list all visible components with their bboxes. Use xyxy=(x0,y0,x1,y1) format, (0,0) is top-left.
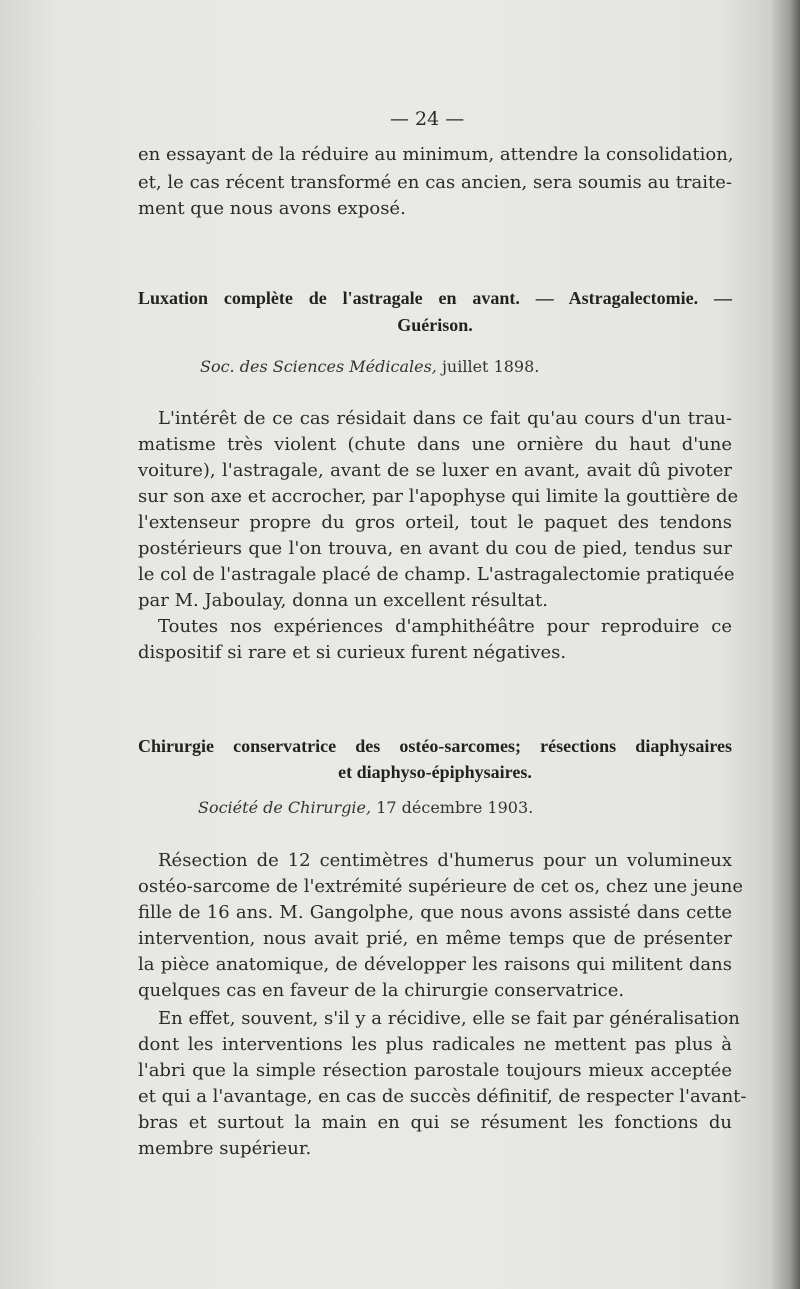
text-line: quelques cas en faveur de la chirurgie conservatrice. xyxy=(138,980,625,1001)
text-line: par M. Jaboulay, donna un excellent résultat. xyxy=(138,590,548,611)
section-title: Chirurgie conservatrice des ostéo-sarcomes; résections diaphysaires xyxy=(138,736,732,756)
text-line: postérieurs que l'on trouva, en avant du cou de pied, tendus sur xyxy=(138,538,732,559)
text-line: L'intérêt de ce cas résidait dans ce fait qu'au cours d'un trau- xyxy=(158,408,732,429)
text-line: dont les interventions les plus radicales ne mettent pas plus à xyxy=(138,1034,732,1055)
section-title: Luxation complète de l'astragale en avant. — Astragalectomie. — xyxy=(138,288,732,308)
text-line: ostéo-sarcome de l'extrémité supérieure de cet os, chez une jeune xyxy=(138,876,743,897)
text-line: fille de 16 ans. M. Gangolphe, que nous avons assisté dans cette xyxy=(138,902,732,923)
source-venue: Société de Chirurgie, xyxy=(198,798,372,817)
section-title-cont: Guérison. xyxy=(397,315,473,335)
text-line: la pièce anatomique, de développer les raisons qui militent dans xyxy=(138,954,732,975)
text-line: et, le cas récent transformé en cas ancien, sera soumis au traite- xyxy=(138,172,732,193)
source-venue: Soc. des Sciences Médicales, xyxy=(200,357,437,376)
text-line: matisme très violent (chute dans une ornière du haut d'une xyxy=(138,434,732,455)
text-line: En effet, souvent, s'il y a récidive, elle se fait par généralisation xyxy=(158,1008,740,1029)
text-line: dispositif si rare et si curieux furent négatives. xyxy=(138,642,567,663)
text-line: intervention, nous avait prié, en même temps que de présenter xyxy=(138,928,732,949)
text-line: l'abri que la simple résection parostale toujours mieux acceptée xyxy=(138,1060,732,1081)
text-line: membre supérieur. xyxy=(138,1138,312,1159)
text-line: le col de l'astragale placé de champ. L'astragalectomie pratiquée xyxy=(138,564,735,585)
text-line: Résection de 12 centimètres d'humerus pour un volumineux xyxy=(158,850,732,871)
text-line: voiture), l'astragale, avant de se luxer en avant, avait dû pivoter xyxy=(138,460,732,481)
text-line: sur son axe et accrocher, par l'apophyse qui limite la gouttière de xyxy=(138,486,739,507)
section-source xyxy=(198,798,533,817)
section-title-cont: et diaphyso-épiphysaires. xyxy=(338,762,532,782)
text-line: bras et surtout la main en qui se résument les fonctions du xyxy=(138,1112,732,1133)
text-line: ment que nous avons exposé. xyxy=(138,198,406,219)
source-date: 17 décembre 1903. xyxy=(376,798,534,817)
text-line: et qui a l'avantage, en cas de succès définitif, de respecter l'avant- xyxy=(138,1086,747,1107)
source-date: juillet 1898. xyxy=(441,357,540,376)
section-source xyxy=(200,357,539,376)
text-line: en essayant de la réduire au minimum, attendre la consolidation, xyxy=(138,144,734,165)
text-line: l'extenseur propre du gros orteil, tout le paquet des tendons xyxy=(138,512,732,533)
text-line: Toutes nos expériences d'amphithéâtre pour reproduire ce xyxy=(158,616,732,637)
page-number: — 24 — xyxy=(390,108,465,130)
